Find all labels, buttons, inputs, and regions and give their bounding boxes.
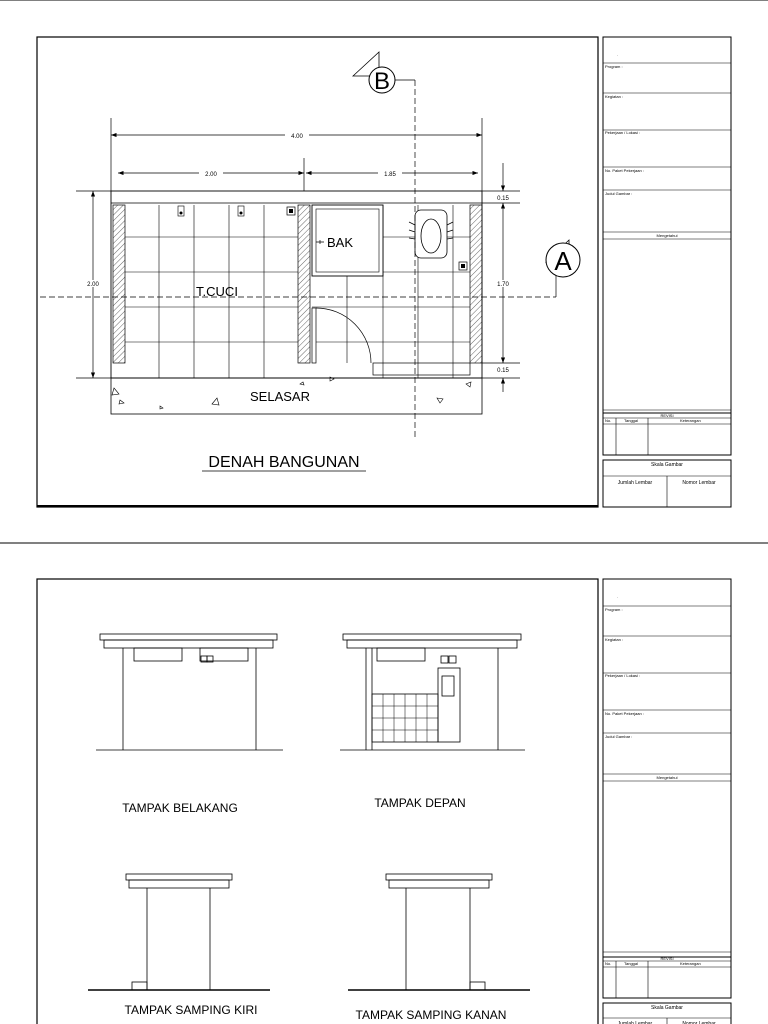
tb2-revisi: REVISI [660, 956, 674, 961]
tb1-nomor: Nomor Lembar [682, 480, 716, 486]
squat-toilet-icon [409, 210, 453, 258]
elevation-belakang [96, 634, 283, 750]
section-label-b: B [373, 68, 391, 95]
tb1-judul: Judul Gambar : [605, 191, 633, 196]
tap-icon [178, 206, 244, 216]
label-tampak-samping-kanan: TAMPAK SAMPING KANAN [355, 1008, 507, 1022]
elevation-samping-kiri [88, 874, 270, 990]
tb1-jumlah: Jumlah Lembar [617, 480, 653, 486]
tb2-kegiatan: Kegiatan : [605, 637, 624, 642]
tb1-program: Program : [605, 64, 623, 69]
room-label-selasar: SELASAR [250, 389, 310, 404]
tb1-keterangan: Keterangan [680, 418, 701, 423]
door-leaf [312, 308, 316, 363]
elevation-depan [340, 634, 525, 750]
tb2-judul: Judul Gambar : [605, 734, 633, 739]
title-block-1 [603, 37, 731, 507]
tb1-revisi: REVISI [660, 413, 674, 418]
dim-right: 1.85 [384, 172, 396, 178]
dim-top: 0.15 [497, 196, 509, 202]
tb2-no: No. [605, 961, 612, 966]
tb1-mengetahui: Mengetahui [656, 233, 678, 238]
dim-mid: 1.70 [497, 282, 509, 288]
tb2-dot: . [617, 594, 619, 599]
tb1-pekerjaan: Pekerjaan / Lokasi : [605, 130, 641, 135]
floor-plan [40, 52, 580, 437]
dim-left: 2.00 [205, 172, 217, 178]
tb1-dot: . [617, 52, 619, 57]
tb2-program: Program : [605, 607, 623, 612]
tb2-keterangan: Keterangan [680, 961, 701, 966]
section-label-a: A [554, 246, 572, 276]
tb1-tanggal: Tanggal [624, 418, 639, 423]
label-tampak-depan: TAMPAK DEPAN [374, 796, 466, 810]
drawing-title-denah: DENAH BANGUNAN [208, 454, 360, 471]
label-tampak-belakang: TAMPAK BELAKANG [122, 801, 238, 815]
tb2-mengetahui: Mengetahui [656, 775, 678, 780]
tb2-nomor: Nomor Lembar [682, 1021, 716, 1024]
label-tampak-samping-kiri: TAMPAK SAMPING KIRI [124, 1003, 258, 1017]
room-label-bak: BAK [327, 235, 354, 250]
tb1-no: No. [605, 418, 612, 423]
tb2-tanggal: Tanggal [624, 961, 639, 966]
tb2-jumlah: Jumlah Lembar [617, 1021, 653, 1024]
dim-bottom: 0.15 [497, 368, 509, 374]
tb2-skala: Skala Gambar [651, 1005, 683, 1011]
dim-height: 2.00 [87, 282, 99, 288]
drawing-frame-2 [37, 579, 598, 1024]
tb2-pekerjaan: Pekerjaan / Lokasi : [605, 673, 641, 678]
tb1-paket: No. Paket Pekerjaan : [605, 168, 644, 173]
dim-total: 4.00 [291, 134, 303, 140]
sheet-2 [37, 579, 731, 1024]
tb2-paket: No. Paket Pekerjaan : [605, 711, 644, 716]
elevation-samping-kanan [348, 874, 530, 990]
tb1-kegiatan: Kegiatan : [605, 94, 624, 99]
room-label-tcuci: T.CUCI [196, 284, 238, 299]
tb1-skala: Skala Gambar [651, 462, 683, 468]
